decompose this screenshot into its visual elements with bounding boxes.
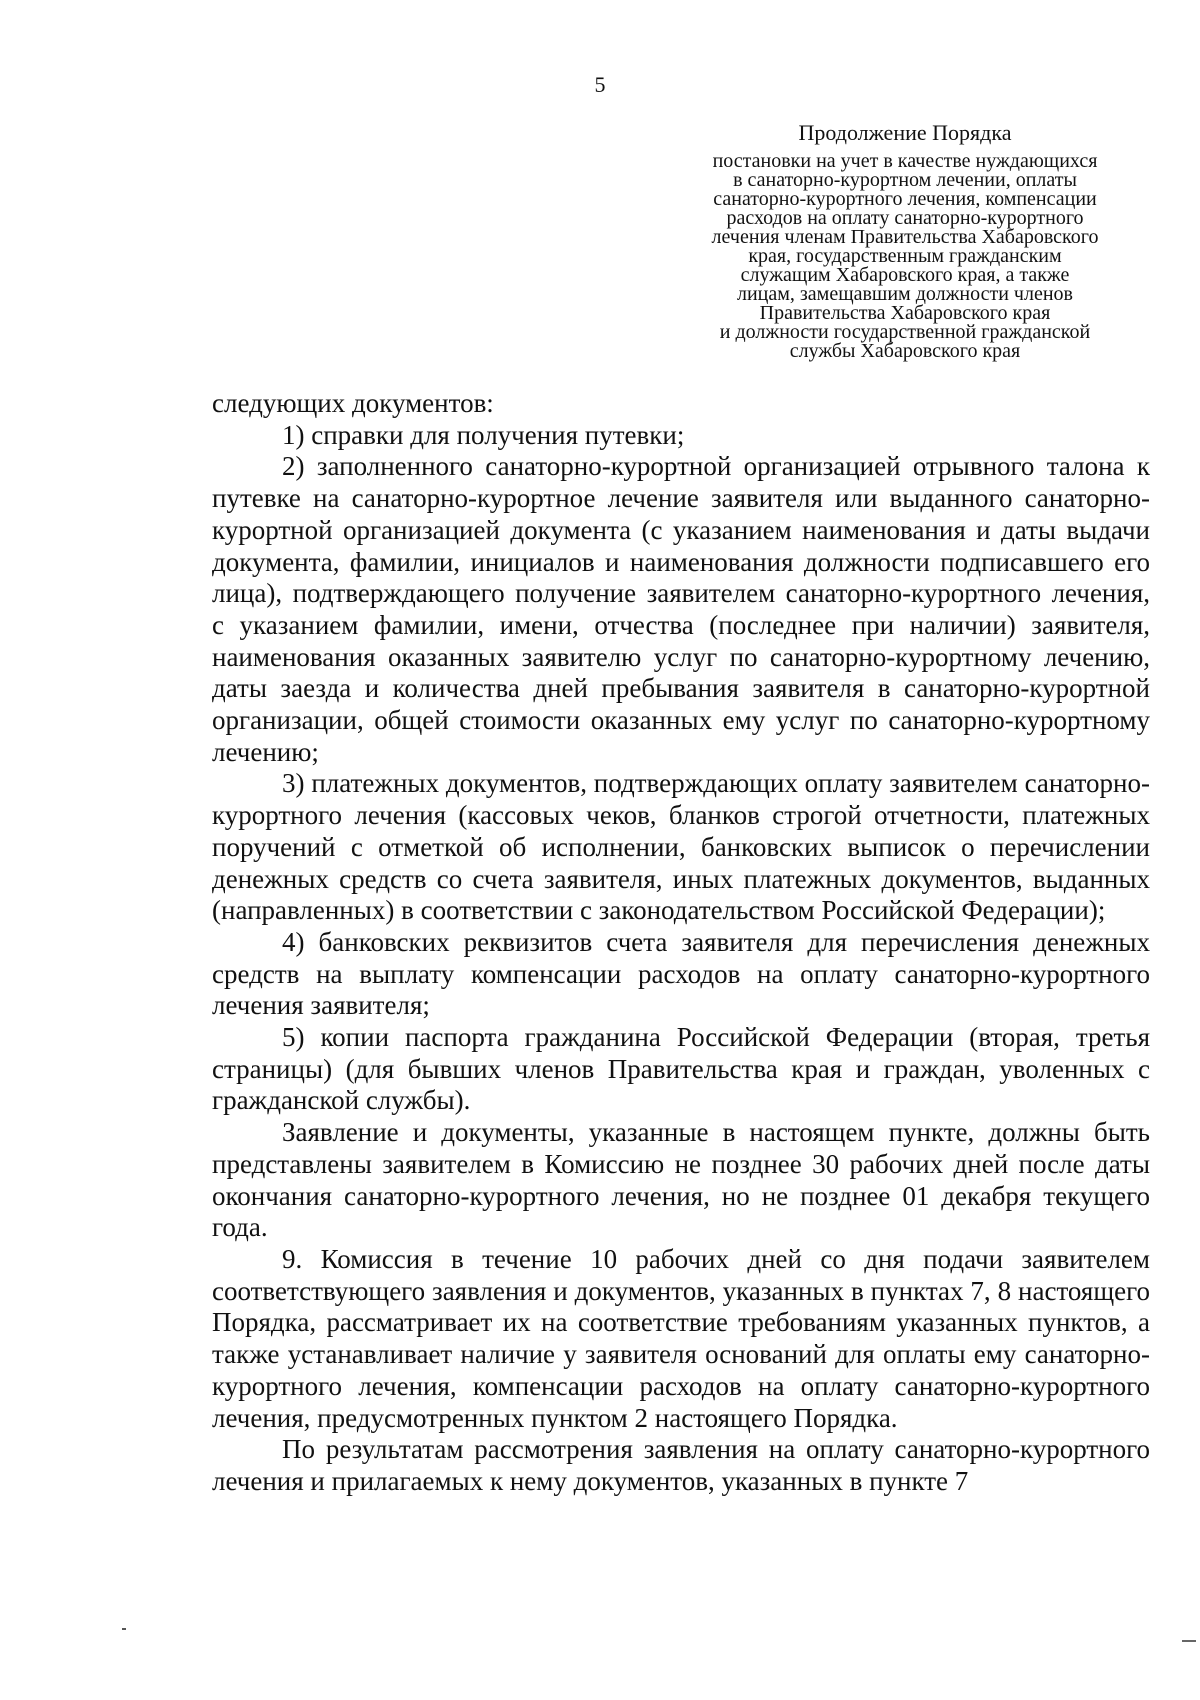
document-header <box>660 120 1150 361</box>
body-paragraph: следующих документов: <box>212 388 494 418</box>
header-subtitle-line: лицам, замещавшим должности членов <box>736 283 1073 305</box>
list-item-2: 2) заполненного санаторно-курортной организацией отрывного талона к путевке на санаторно-курортное лечение заявителя или выданного санаторно-курортной организацией документа (с указанием наименования и даты выдачи документа, фамилии, инициалов и наименования должности подписавшего его лица), подтверждающего получение заявителем санаторно-курортного лечения, с указанием фамилии, имени, отчества (последнее при наличии) заявителя, наименования оказанных заявителю услуг по санаторно-курортному лечению, даты заезда и количества дней пребывания заявителя в санаторно-курортной организации, общей стоимости оказанных ему услуг по санаторно-курортному лечению; <box>212 451 1150 767</box>
section-9-paragraph: 9. Комиссия в течение 10 рабочих дней со дня подачи заявителем соответствующего заявления и документов, указанных в пунктах 7, 8 настоящего Порядка, рассматривает их на соответствие требованиям указанных пунктов, а также устанавливает наличие у заявителя оснований для оплаты ему санаторно-курортного лечения, компенсации расходов на оплату санаторно-курортного лечения, предусмотренных пунктом 2 настоящего Порядка. <box>212 1243 1150 1433</box>
header-title: Продолжение Порядка <box>798 120 1012 145</box>
header-subtitle-line: службы Хабаровского края <box>789 340 1021 362</box>
list-item-4: 4) банковских реквизитов счета заявителя для перечисления денежных средств на выплату компенсации расходов на оплату санаторно-курортного лечения заявителя; <box>212 926 1150 1021</box>
header-subtitle-line: лечения членам Правительства Хабаровского <box>711 226 1099 248</box>
header-subtitle <box>660 152 1150 361</box>
page-number: 5 <box>594 72 606 97</box>
header-subtitle-line: расходов на оплату санаторно-курортного <box>726 207 1084 229</box>
header-subtitle-line: постановки на учет в качестве нуждающихся <box>712 150 1098 172</box>
header-subtitle-line: края, государственным гражданским <box>748 245 1062 267</box>
list-item-3: 3) платежных документов, подтверждающих оплату заявителем санаторно-курортного лечения (кассовых чеков, бланков строгой отчетности, платежных поручений с отметкой об исполнении, банковских выписок о перечислении денежных средств со счета заявителя, иных платежных документов, выданных (направленных) в соответствии с законодательством Российской Федерации); <box>212 768 1150 926</box>
scan-edge-mark <box>1182 1640 1196 1642</box>
list-item-1: 1) справки для получения путевки; <box>282 419 685 450</box>
document-body <box>212 388 1150 1498</box>
header-subtitle-line: и должности государственной гражданской <box>719 321 1091 343</box>
header-subtitle-line: Правительства Хабаровского края <box>759 302 1051 324</box>
header-subtitle-line: служащим Хабаровского края, а также <box>740 264 1070 286</box>
header-subtitle-line: санаторно-курортного лечения, компенсации <box>713 188 1097 210</box>
list-item-5: 5) копии паспорта гражданина Российской Федерации (вторая, третья страницы) (для бывших членов Правительства края и граждан, уволенных с гражданской службы). <box>212 1022 1150 1116</box>
scan-speck <box>122 1628 126 1630</box>
header-subtitle-line: в санаторно-курортном лечении, оплаты <box>733 169 1077 191</box>
body-paragraph: По результатам рассмотрения заявления на оплату санаторно-курортного лечения и прилагаемых к нему документов, указанных в пункте 7 <box>212 1434 1150 1496</box>
body-paragraph: Заявление и документы, указанные в настоящем пункте, должны быть представлены заявителем в Комиссию не позднее 30 рабочих дней после даты окончания санаторно-курортного лечения, но не позднее 01 декабря текущего года. <box>212 1117 1150 1243</box>
